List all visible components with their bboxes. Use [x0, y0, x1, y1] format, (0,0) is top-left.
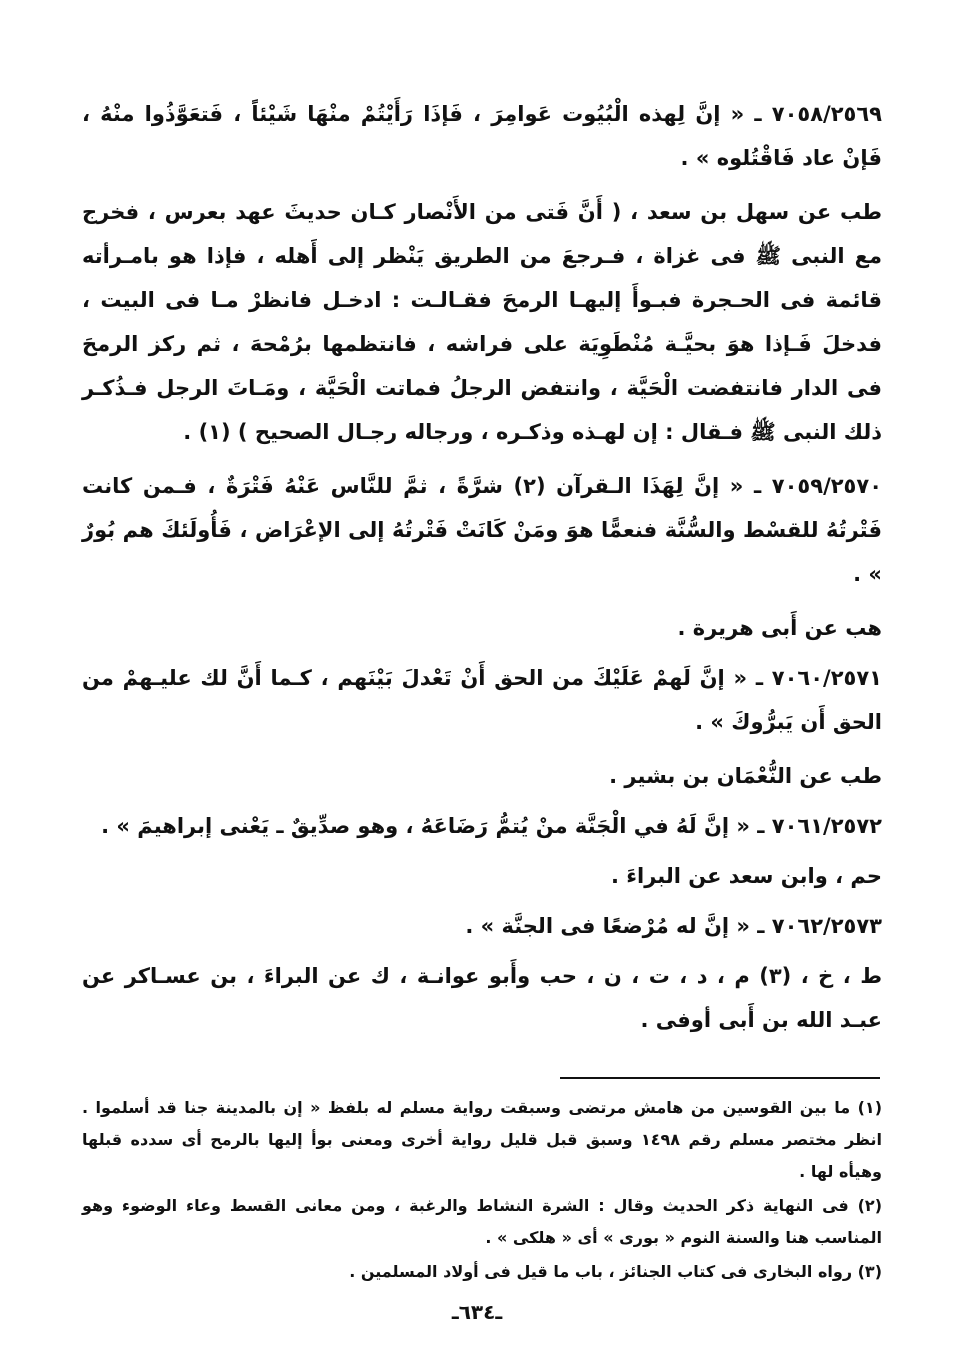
hadith-2571: ٧٠٦٠/٢٥٧١ ـ « إنَّ لَهمْ عَلَيْكَ من الحق أَنْ تَعْدلَ بَيْنَهم ، كـما أَنَّ لك عليـهمْ من الحق أَن يَبرُّوكَ » .	[82, 666, 882, 734]
hadith-2573: ٧٠٦٢/٢٥٧٣ ـ « إنَّ له مُرْضعًا فى الجنَّة » .	[465, 914, 882, 938]
source-note-2569: طب عن سهل بن سعد ، ( أَنَّ فَتى من الأَنْصار كـان حديثَ عهد بعرس ، فخرج مع النبى ﷺ فى غزاة ، فـرجعَ من الطريق يَنْظر إلى أَهله ، فإذا هو بامـرأته قائمة فى الحـجرة فبـوأَ إليهـا الرمحَ فقـالـت : ادخـل فانظرْ مـا فى البيت ، فدخلَ فَـإذا هوَ بحيَّـة مُنْطَوِيَة على فراشه ، فانتظمها برُمْحهَ ، ثم ركز الرمحَ فى الدار فانتفضت الْحَيَّة ، وانتفض الرجلُ فماتت الْحَيَّة ، ومَـاتَ الرجل فـذُكـر ذلك النبى ﷺ فـقال : إن لهـذه وذكـره ، ورجاله رجـال الصحيح ) (١) .	[82, 200, 882, 444]
source-note-2571: طب عن النُّعْمَان بن بشير .	[609, 764, 882, 788]
footnote-2: (٢) فى النهاية ذكر الحديث وقال : الشرة النشاط والرغبة ، ومن معانى القسط وعاء الوضوء وهو المناسب هنا والسنة النوم « بورى » أى « هلكى » .	[82, 1196, 882, 1247]
main-text	[82, 92, 882, 1052]
source-note-2570: هب عن أَبى هريرة .	[677, 616, 882, 640]
footnotes	[82, 1092, 882, 1290]
footnote-divider	[560, 1077, 880, 1079]
hadith-2572: ٧٠٦١/٢٥٧٢ ـ « إنَّ لَهُ في الْجَنَّة منْ يُتمُّ رَضَاعَهُ ، وهو صدِّيقٌ ـ يَعْنى إبراهيمَ » .	[101, 814, 882, 838]
hadith-2569: ٧٠٥٨/٢٥٦٩ ـ « إنَّ لِهذه الْبُيُوت عَوامِرَ ، فَإذَا رَأَيْتُمْ منْهَا شَيْئاً ، فَتعَوَّذُوا منْهُ ، فَإنْ عاد فَاقْتُلوه » .	[82, 102, 882, 170]
footnote-3: (٣) رواه البخارى فى كتاب الجنائز ، باب ما قيل فى أولاد المسلمين .	[349, 1262, 882, 1281]
source-note-2573: ط ، خ ، (٣) م ، د ، ت ، ن ، حب وأَبو عوانـة ، ك عن البراءَ ، بن عسـاكر عن عبـد الله بن أَبى أوفى .	[82, 964, 882, 1032]
hadith-2570: ٧٠٥٩/٢٥٧٠ ـ « إنَّ لِهَذَا الـقرآن (٢) شرَّةً ، ثمَّ للنَّاس عَنْهُ فَتْرَةٌ ، فـمن كانت فَتْرتُهُ للقسْط والسُّنَّة فنعمًّا هوَ ومَنْ كَانَتْ فَتْرتُهُ إلى الإعْرَاض ، فَأُولَئكَ هم بُورٌ » .	[82, 474, 883, 586]
page-number: ـ٦٣٤ـ	[451, 1300, 503, 1324]
footnote-1: (١) ما بين القوسين من هامش مرتضى وسبقت رواية مسلم له بلفظ « إن بالمدينة جنا قد أسلموا . انظر مختصر مسلم رقم ١٤٩٨ وسبق قبل قليل رواية أخرى ومعنى بوأ إليها بالرمح أى سدده قبلها وهيأه لها .	[82, 1098, 883, 1181]
source-note-2572: حم ، وابن سعد عن البراءَ .	[611, 864, 882, 888]
